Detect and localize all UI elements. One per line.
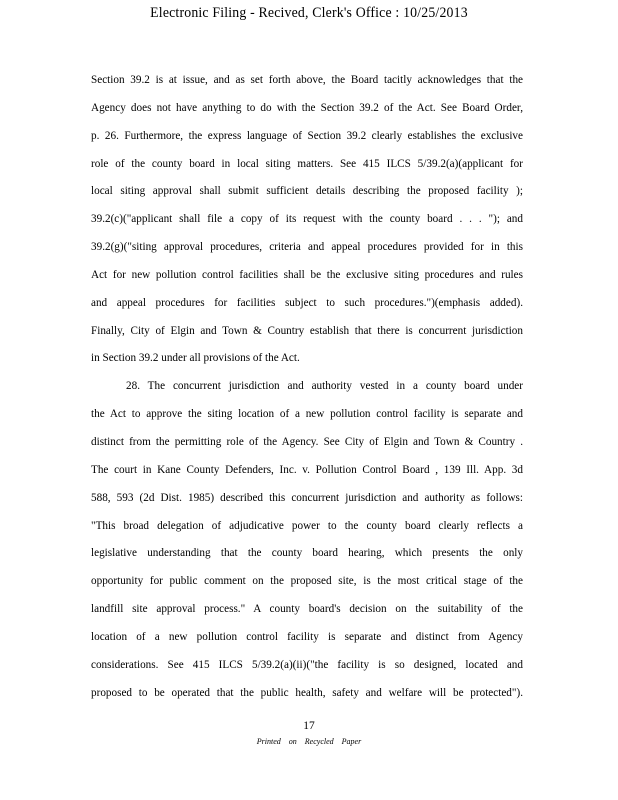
text-line-21: location of a new pollution control facility is separate and distinct from Agency (91, 630, 523, 643)
text-line-9: and appeal procedures for facilities subject to such procedures.")(emphasis added). (91, 296, 523, 309)
text-line-14: distinct from the permitting role of the Agency. See City of Elgin and Town & Country . (91, 435, 523, 448)
filing-header: Electronic Filing - Recived, Clerk's Office : 10/25/2013 (150, 5, 468, 21)
text-line-5: local siting approval shall submit sufficient details describing the proposed facility ); (91, 185, 523, 198)
page-number: 17 (303, 720, 315, 732)
text-line-4: role of the county board in local siting matters. See 415 ILCS 5/39.2(a)(applicant for (91, 157, 523, 170)
text-line-16: 588, 593 (2d Dist. 1985) described this concurrent jurisdiction and authority as follows: (91, 491, 523, 504)
text-line-20: landfill site approval process." A county board's decision on the suitability of the (91, 603, 523, 616)
text-line-11: in Section 39.2 under all provisions of the Act. (91, 352, 300, 365)
text-line-22: considerations. See 415 ILCS 5/39.2(a)(ii)("the facility is so designed, located and (91, 658, 523, 671)
text-line-2: Agency does not have anything to do with the Section 39.2 of the Act. See Board Order, (91, 101, 523, 114)
text-line-13: the Act to approve the siting location of a new pollution control facility is separate and (91, 408, 523, 421)
text-line-10: Finally, City of Elgin and Town & Country establish that there is concurrent jurisdiction (91, 324, 523, 337)
text-line-19: opportunity for public comment on the proposed site, is the most critical stage of the (91, 575, 523, 588)
text-line-15: The court in Kane County Defenders, Inc. v. Pollution Control Board , 139 Ill. App. 3d (91, 463, 523, 476)
text-line-3: p. 26. Furthermore, the express language of Section 39.2 clearly establishes the exclusive (91, 129, 523, 142)
text-line-1: Section 39.2 is at issue, and as set forth above, the Board tacitly acknowledges that the (91, 74, 523, 86)
text-line-8: Act for new pollution control facilities shall be the exclusive siting procedures and rules (91, 268, 523, 281)
document-body (91, 67, 523, 707)
text-line-23: proposed to be operated that the public health, safety and welfare will be protected"). (91, 686, 523, 699)
text-line-7: 39.2(g)("siting approval procedures, criteria and appeal procedures provided for in this (91, 241, 523, 254)
text-line-17: "This broad delegation of adjudicative power to the county board clearly reflects a (91, 519, 523, 532)
text-line-12: 28. The concurrent jurisdiction and authority vested in a county board under (126, 380, 523, 393)
page-footer: Printed on Recycled Paper (256, 737, 362, 746)
text-line-18: legislative understanding that the county board hearing, which presents the only (91, 547, 523, 560)
text-line-6: 39.2(c)("applicant shall file a copy of its request with the county board . . . "); and (91, 213, 523, 226)
